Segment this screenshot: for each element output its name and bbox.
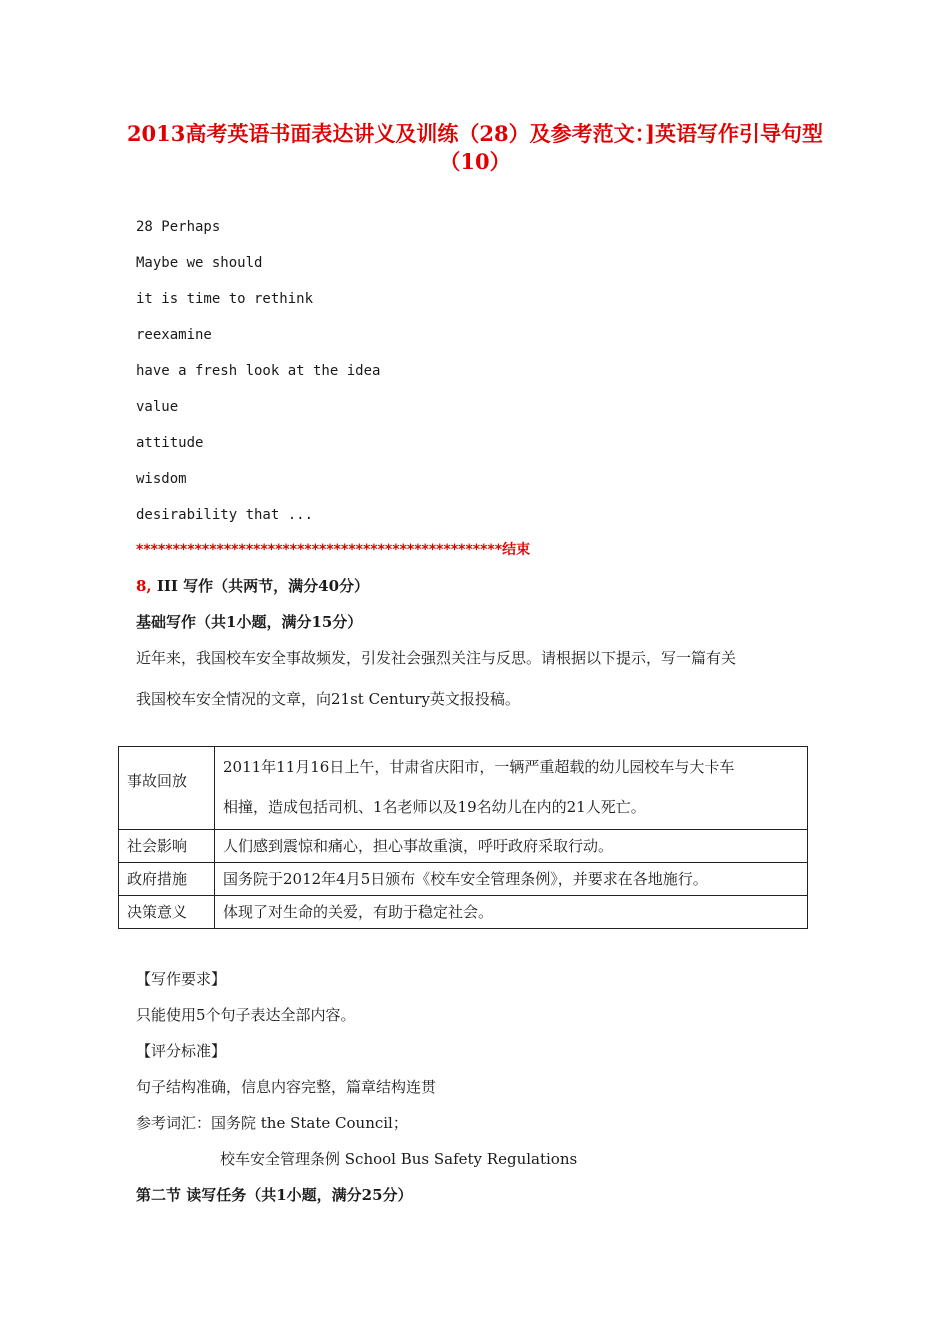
question-number: 8, bbox=[136, 577, 152, 595]
scoring-heading: 【评分标准】 bbox=[136, 1042, 227, 1060]
requirements-text: 只能使用5个句子表达全部内容。 bbox=[136, 1006, 356, 1024]
separator-line: **************************************************结束 bbox=[136, 542, 531, 558]
section-heading bbox=[136, 576, 369, 596]
phrase-line: it is time to rethink bbox=[136, 291, 314, 307]
table-label: 决策意义 bbox=[119, 896, 215, 929]
page-title: 2013高考英语书面表达讲义及训练（28）及参考范文：]英语写作引导句型（10） bbox=[126, 121, 824, 174]
phrase-line: reexamine bbox=[136, 327, 212, 343]
table-row bbox=[119, 830, 808, 863]
table-label: 政府措施 bbox=[119, 863, 215, 896]
vocab-line: 校车安全管理条例 School Bus Safety Regulations bbox=[220, 1150, 578, 1168]
table-row bbox=[119, 896, 808, 929]
table-content: 体现了对生命的关爱，有助于稳定社会。 bbox=[215, 896, 808, 929]
phrase-line: Maybe we should bbox=[136, 255, 263, 271]
table-content bbox=[215, 747, 808, 830]
table-row bbox=[119, 747, 808, 830]
info-table bbox=[118, 746, 808, 929]
table-label: 事故回放 bbox=[119, 747, 215, 830]
phrase-line: have a fresh look at the idea bbox=[136, 363, 381, 379]
phrase-line: attitude bbox=[136, 435, 204, 451]
section-heading-text: III 写作（共两节，满分40分） bbox=[151, 577, 370, 595]
basic-writing-heading: 基础写作（共1小题，满分15分） bbox=[136, 613, 363, 631]
phrase-line: value bbox=[136, 399, 179, 415]
phrase-line: wisdom bbox=[136, 471, 187, 487]
table-content: 国务院于2012年4月5日颁布《校车安全管理条例》，并要求在各地施行。 bbox=[215, 863, 808, 896]
table-content-line: 2011年11月16日上午，甘肃省庆阳市，一辆严重超载的幼儿园校车与大卡车 bbox=[223, 758, 735, 776]
table-label: 社会影响 bbox=[119, 830, 215, 863]
prompt-line: 我国校车安全情况的文章，向21st Century英文报投稿。 bbox=[136, 690, 520, 708]
table-content-line: 相撞，造成包括司机、1名老师以及19名幼儿在内的21人死亡。 bbox=[223, 798, 646, 816]
phrase-line: 28 Perhaps bbox=[136, 219, 221, 235]
section2-heading: 第二节 读写任务（共1小题，满分25分） bbox=[136, 1186, 413, 1204]
table-content: 人们感到震惊和痛心，担心事故重演，呼吁政府采取行动。 bbox=[215, 830, 808, 863]
prompt-line: 近年来，我国校车安全事故频发，引发社会强烈关注与反思。请根据以下提示，写一篇有关 bbox=[136, 649, 737, 667]
requirements-heading: 【写作要求】 bbox=[136, 970, 227, 988]
scoring-text: 句子结构准确，信息内容完整，篇章结构连贯 bbox=[136, 1078, 437, 1096]
phrase-line: desirability that ... bbox=[136, 507, 314, 523]
table-row bbox=[119, 863, 808, 896]
vocab-line: 参考词汇：国务院 the State Council； bbox=[136, 1114, 408, 1132]
